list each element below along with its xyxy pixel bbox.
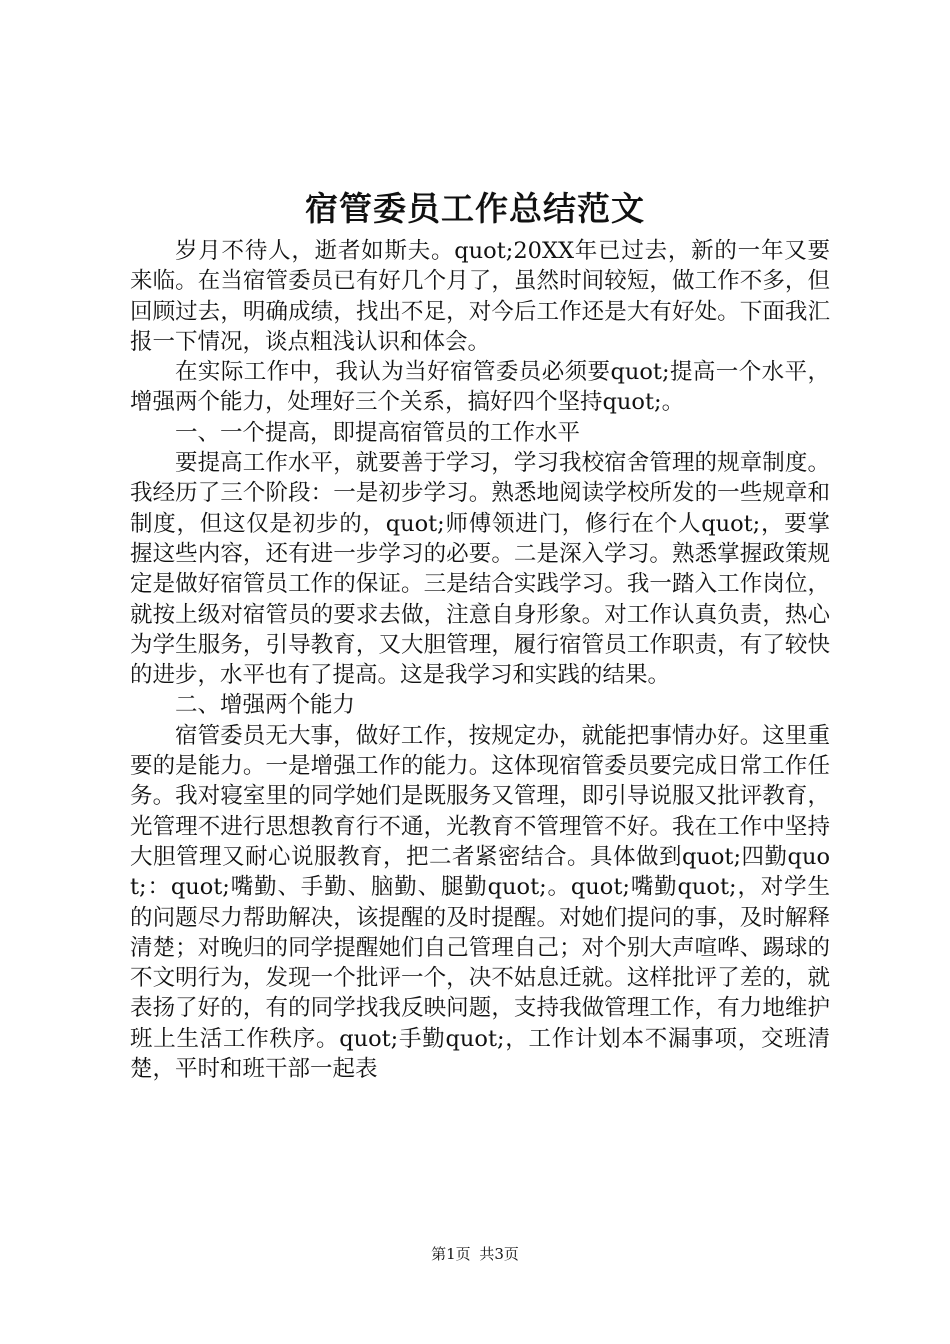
document-body xyxy=(130,236,830,1084)
document-title: 宿管委员工作总结范文 xyxy=(305,189,645,228)
page-footer xyxy=(0,1244,950,1264)
section-heading-1: 一、一个提高，即提高宿管员的工作水平 xyxy=(175,419,581,446)
paragraph-overview: 在实际工作中，我认为当好宿管委员必须要quot;提高一个水平，增强两个能力，处理好三个关系，搞好四个坚持quot;。 xyxy=(130,359,830,416)
section-heading-2: 二、增强两个能力 xyxy=(175,692,356,719)
page-total: 共3页 xyxy=(479,1245,519,1263)
paragraph-section-2: 宿管委员无大事，做好工作，按规定办，就能把事情办好。这里重要的是能力。一是增强工作的能力。这体现宿管委员要完成日常工作任务。我对寝室里的同学她们是既服务又管理，即引导说服又批评教育，光管理不进行思想教育行不通，光教育不管理管不好。我在工作中坚持大胆管理又耐心说服教育，把二者紧密结合。具体做到quot;四勤quot;：quot;嘴勤、手勤、脑勤、腿勤quot;。quot;嘴勤quot;，对学生的问题尽力帮助解决，该提醒的及时提醒。对她们提问的事，及时解释清楚；对晚归的同学提醒她们自己管理自己；对个别大声喧哗、踢球的不文明行为，发现一个批评一个，决不姑息迁就。这样批评了差的，就表扬了好的，有的同学找我反映问题，支持我做管理工作，有力地维护班上生活工作秩序。quot;手勤quot;，工作计划本不漏事项，交班清楚，平时和班干部一起表 xyxy=(130,722,830,1083)
paragraph-intro: 岁月不待人，逝者如斯夫。quot;20XX年已过去，新的一年又要来临。在当宿管委员已有好几个月了，虽然时间较短，做工作不多，但回顾过去，明确成绩，找出不足，对今后工作还是大有好处。下面我汇报一下情况，谈点粗浅认识和体会。 xyxy=(130,238,830,355)
page-number: 第1页 xyxy=(431,1245,471,1263)
paragraph-section-1: 要提高工作水平，就要善于学习，学习我校宿舍管理的规章制度。我经历了三个阶段：一是初步学习。熟悉地阅读学校所发的一些规章和制度，但这仅是初步的，quot;师傅领进门，修行在个人quot;，要掌握这些内容，还有进一步学习的必要。二是深入学习。熟悉掌握政策规定是做好宿管员工作的保证。三是结合实践学习。我一踏入工作岗位，就按上级对宿管员的要求去做，注意自身形象。对工作认真负责，热心为学生服务，引导教育，又大胆管理，履行宿管员工作职责，有了较快的进步，水平也有了提高。这是我学习和实践的结果。 xyxy=(130,450,830,689)
